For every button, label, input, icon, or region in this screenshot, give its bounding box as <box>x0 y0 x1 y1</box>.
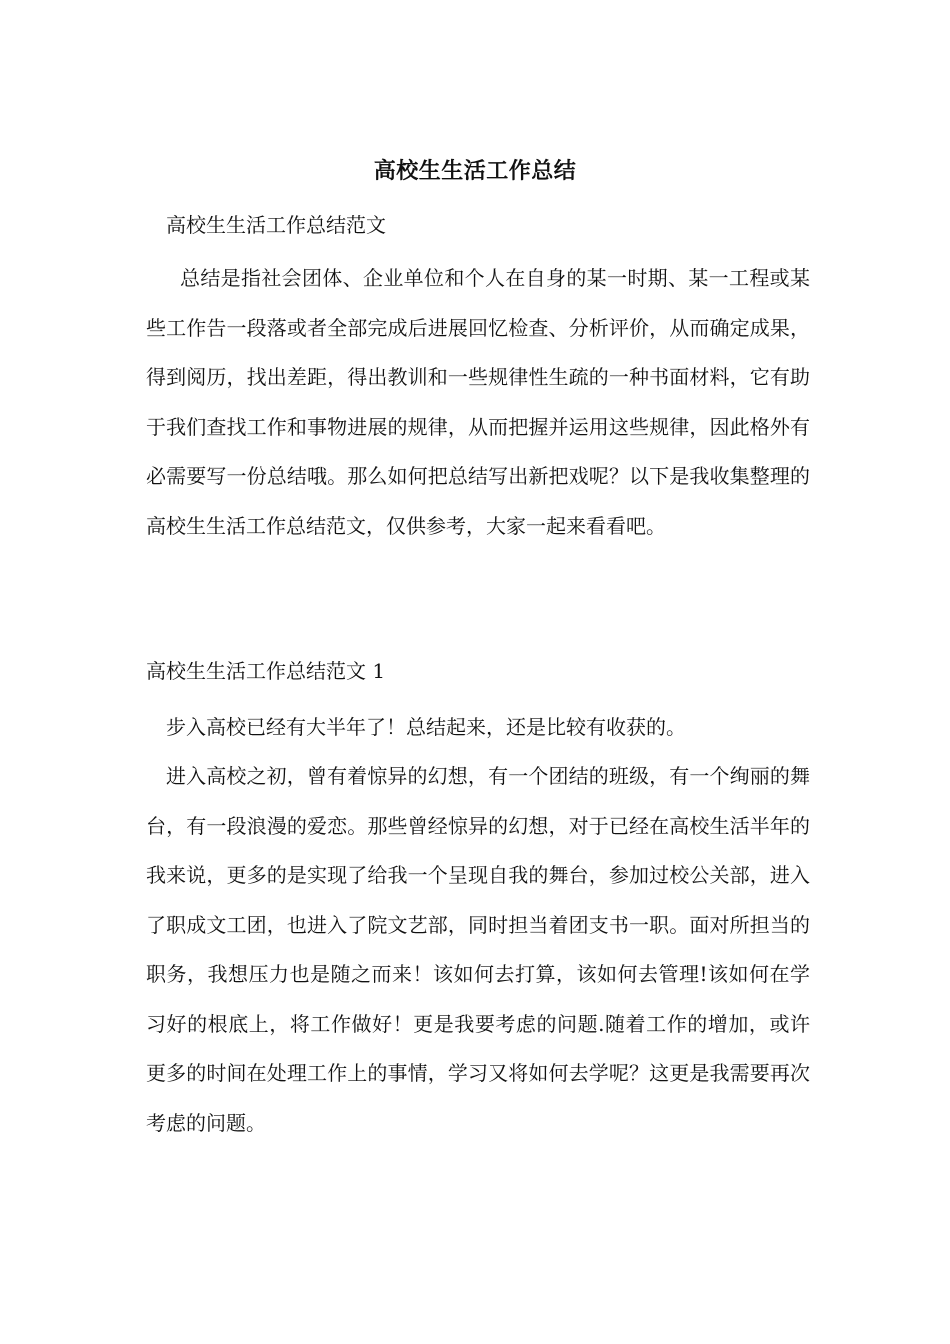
document-title: 高校生生活工作总结 <box>373 158 577 184</box>
body-paragraph-1: 步入高校已经有大半年了！总结起来，还是比较有收获的。 <box>166 715 686 739</box>
section-heading: 高校生生活工作总结范文 1 <box>146 659 386 683</box>
intro-paragraph: 总结是指社会团体、企业单位和个人在自身的某一时期、某一工程或某些工作告一段落或者全部完成后进展回忆检查、分析评价，从而确定成果，得到阅历，找出差距，得出教训和一些规律性生疏的一种书面材料，它有助于我们查找工作和事物进展的规律，从而把握并运用这些规律，因此格外有必需要写一份总结哦。那么如何把总结写出新把戏呢？以下是我收集整理的高校生生活工作总结范文，仅供参考，大家一起来看看吧。 <box>146 266 810 538</box>
document-subtitle: 高校生生活工作总结范文 <box>166 213 386 237</box>
body-paragraph-2: 进入高校之初，曾有着惊异的幻想，有一个团结的班级，有一个绚丽的舞台，有一段浪漫的爱恋。那些曾经惊异的幻想，对于已经在高校生活半年的我来说，更多的是实现了给我一个呈现自我的舞台，参加过校公关部，进入了职成文工团，也进入了院文艺部，同时担当着团支书一职。面对所担当的职务，我想压力也是随之而来！该如何去打算，该如何去管理!该如何在学习好的根底上，将工作做好！更是我要考虑的问题.随着工作的增加，或许更多的时间在处理工作上的事情，学习又将如何去学呢？这更是我需要再次考虑的问题。 <box>146 764 810 1135</box>
